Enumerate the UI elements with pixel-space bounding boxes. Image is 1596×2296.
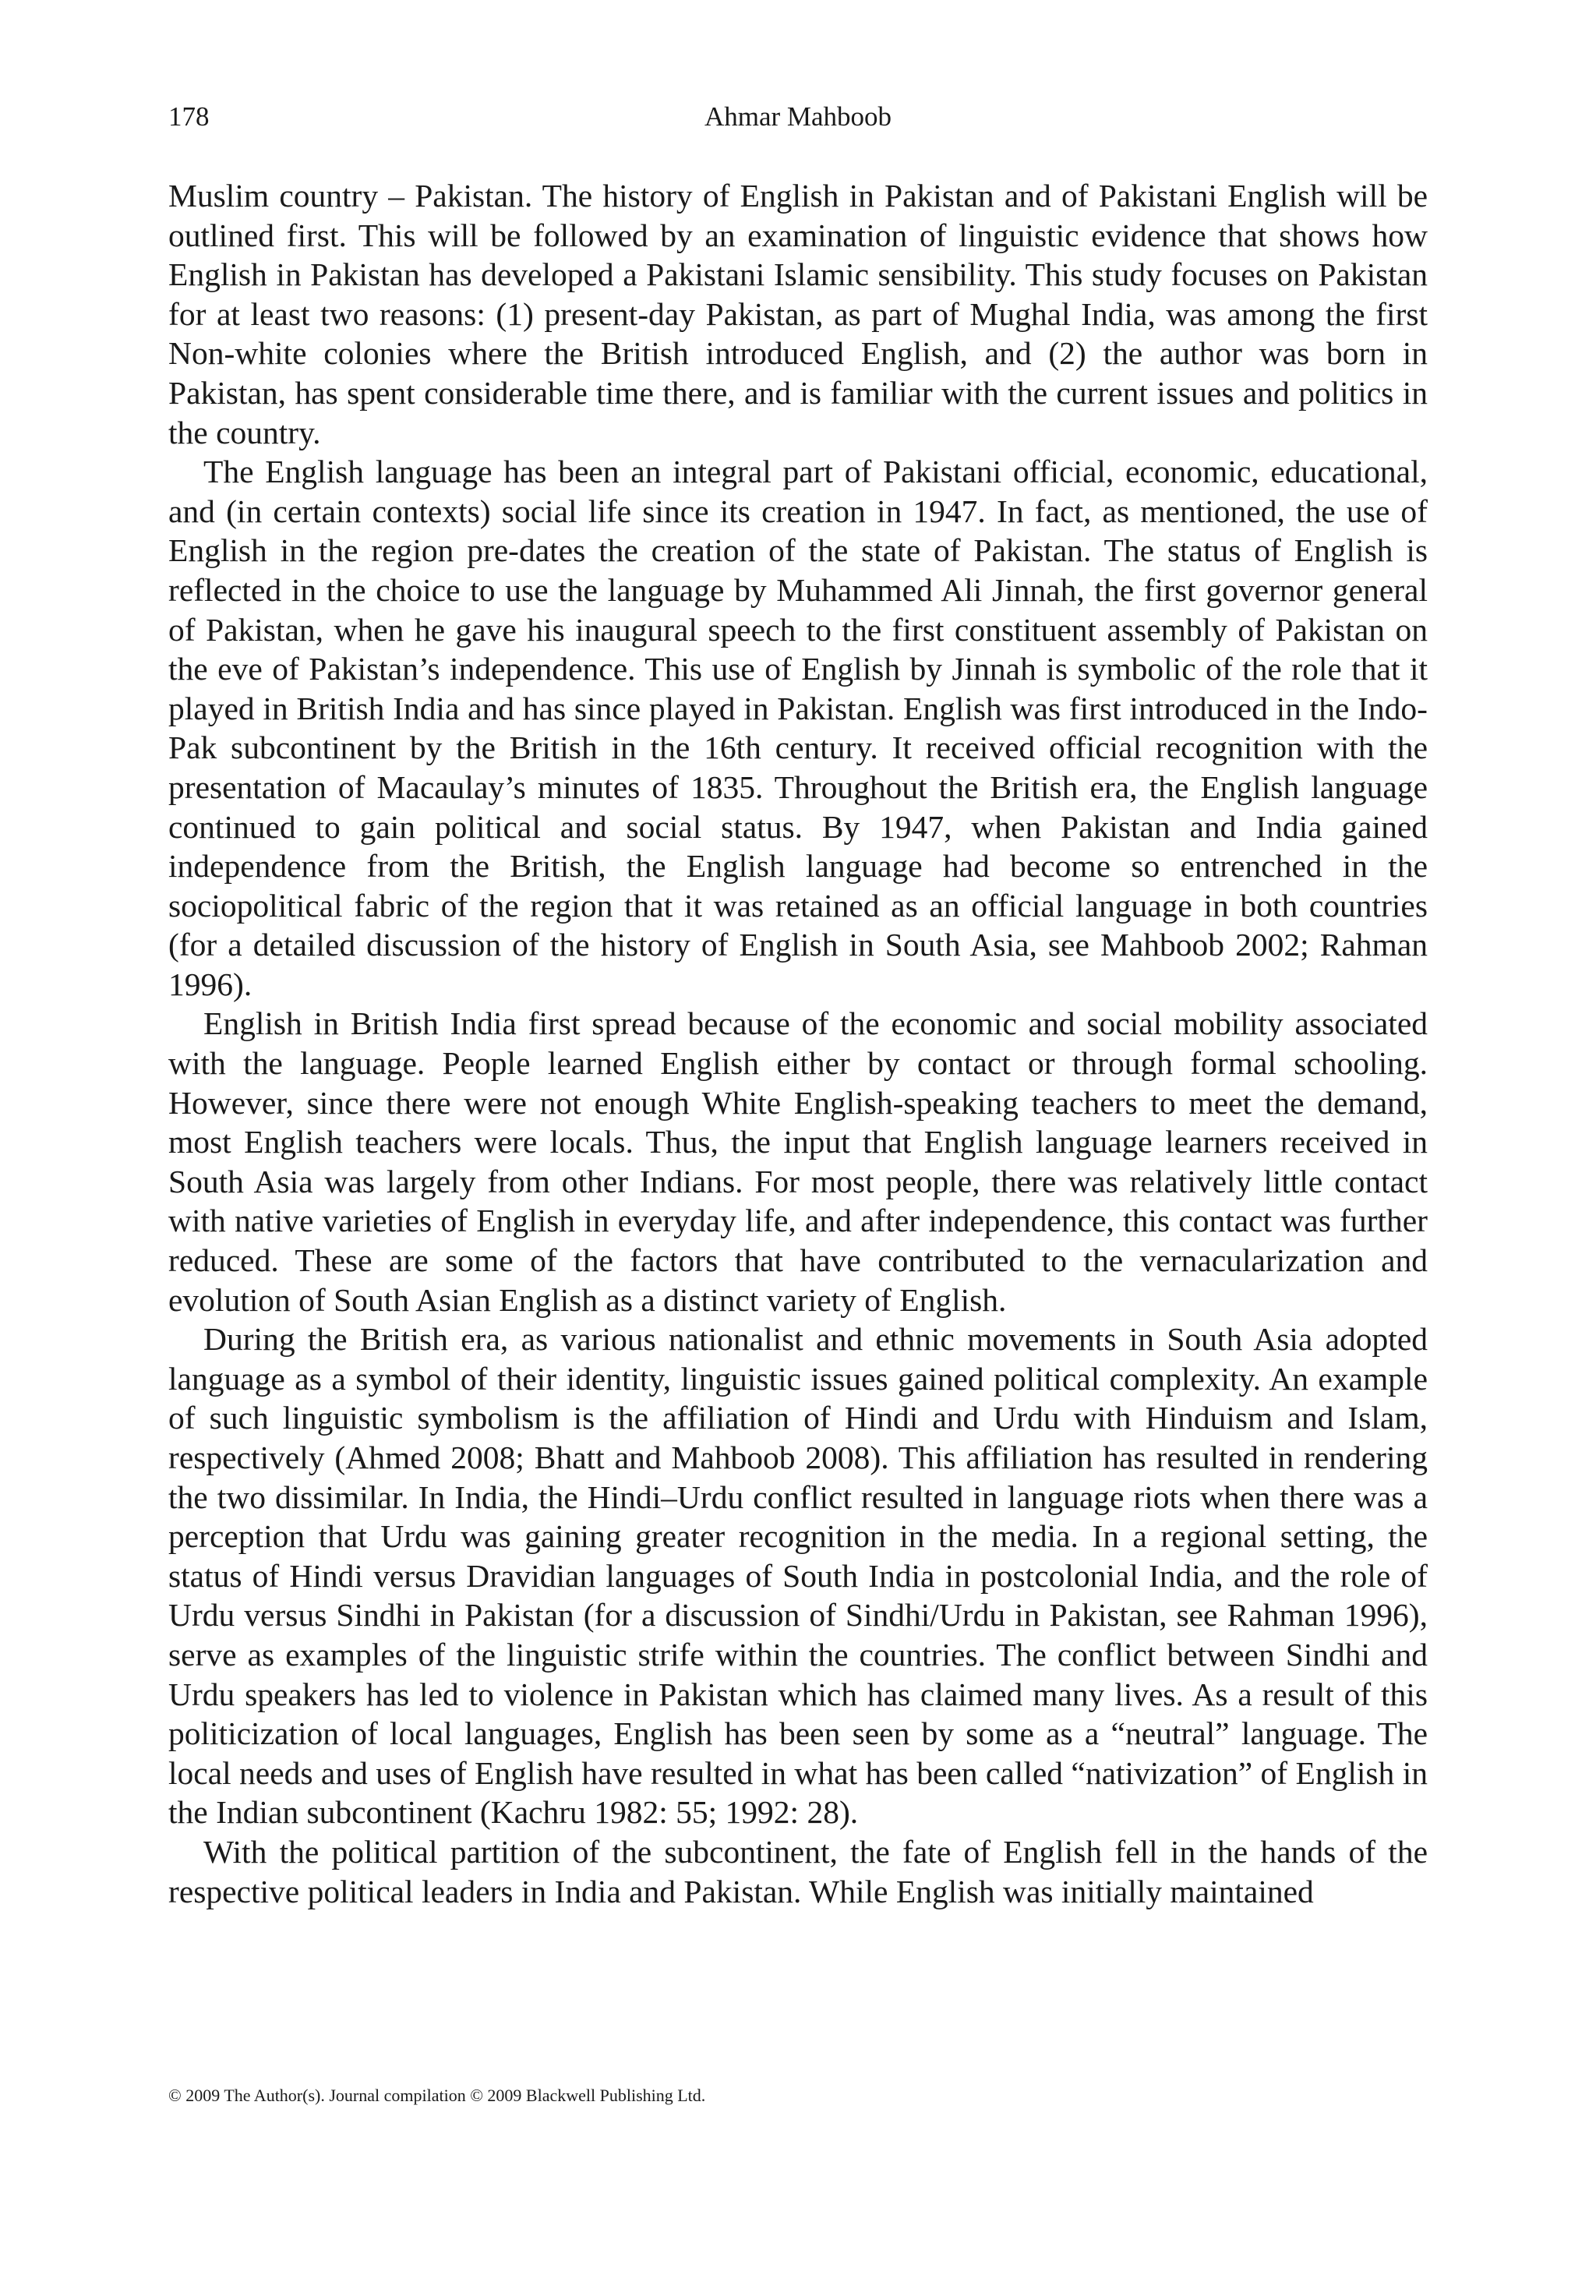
copyright-footer: © 2009 The Author(s). Journal compilation © 2009 Blackwell Publishing Ltd. [168,2086,706,2105]
paragraph: With the political partition of the subcontinent, the fate of English fell in the hands of the respective political leaders in India and Pakistan. While English was initially maintained [168,1833,1428,1909]
page-number: 178 [168,101,210,132]
paragraph: During the British era, as various nationalist and ethnic movements in South Asia adopted language as a symbol of their identity, linguistic issues gained political complexity. An example of such linguistic symbolism is the affiliation of Hindi and Urdu with Hinduism and Islam, respectively (Ahmed 2008; Bhatt and Mahboob 2008). This affiliation has resulted in rendering the two dissimilar. In India, the Hindi–Urdu conflict resulted in language riots when there was a perception that Urdu was gaining greater recognition in the media. In a regional setting, the status of Hindi versus Dravidian languages of South India in postcolonial India, and the role of Urdu versus Sindhi in Pakistan (for a discussion of Sindhi/Urdu in Pakistan, see Rahman 1996), serve as examples of the linguistic strife within the countries. The conflict between Sindhi and Urdu speakers has led to violence in Pakistan which has claimed many lives. As a result of this politicization of local languages, English has been seen by some as a “neutral” language. The local needs and uses of English have resulted in what has been called “nativization” of English in the Indian subcontinent (Kachru 1982: 55; 1992: 28). [168,1321,1428,1831]
paragraph: Muslim country – Pakistan. The history of English in Pakistan and of Pakistani English will be outlined first. This will be followed by an examination of linguistic evidence that shows how English in Pakistan has developed a Pakistani Islamic sensibility. This study focuses on Pakistan for at least two reasons: (1) present-day Pakistan, as part of Mughal India, was among the first Non-white colonies where the British introduced English, and (2) the author was born in Pakistan, has spent considerable time there, and is familiar with the current issues and politics in the country. [168,178,1428,450]
running-title: Ahmar Mahboob [704,101,892,132]
running-header [168,100,1428,134]
paragraph: English in British India first spread because of the economic and social mobility associated with the language. People learned English either by contact or through formal schooling. However, since there were not enough White English-speaking teachers to meet the demand, most English teachers were locals. Thus, the input that English language learners received in South Asia was largely from other Indians. For most people, there was relatively little contact with native varieties of English in everyday life, and after independence, this contact was further reduced. These are some of the factors that have contributed to the vernacularization and evolution of South Asian English as a distinct variety of English. [168,1005,1428,1318]
journal-page [168,0,1428,2296]
article-body [168,176,1428,1911]
paragraph: The English language has been an integral part of Pakistani official, economic, educational, and (in certain contexts) social life since its creation in 1947. In fact, as mentioned, the use of English in the region pre-dates the creation of the state of Pakistan. The status of English is reflected in the choice to use the language by Muhammed Ali Jinnah, the first governor general of Pakistan, when he gave his inaugural speech to the first constituent assembly of Pakistan on the eve of Pakistan’s independence. This use of English by Jinnah is symbolic of the role that it played in British India and has since played in Pakistan. English was first introduced in the Indo-Pak subcontinent by the British in the 16th century. It received official recognition with the presentation of Macaulay’s minutes of 1835. Throughout the British era, the English language continued to gain political and social status. By 1947, when Pakistan and India gained independence from the British, the English language had become so entrenched in the sociopolitical fabric of the region that it was retained as an official language in both countries (for a detailed discussion of the history of English in South Asia, see Mahboob 2002; Rahman 1996). [168,454,1428,1002]
